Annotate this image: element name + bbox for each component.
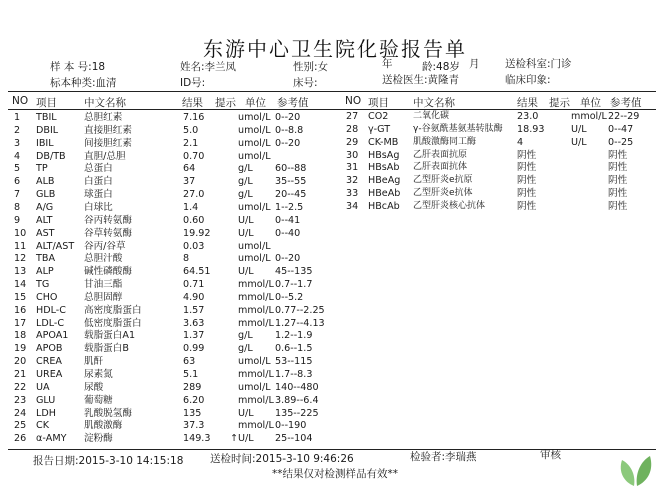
col-ref-right: 参考值 [610,97,642,109]
table-row [0,200,670,214]
cell-unit: umol/L [238,253,271,265]
cell-unit: mmol/L [238,291,274,303]
bed-number: 床号: [293,77,318,89]
cell-result: 3.63 [183,317,205,329]
cell-unit: mmol/L [238,420,274,432]
cell-unit: mmol/L [238,394,274,406]
cell-item: HBcAb [368,200,400,212]
cell-item: HBeAb [368,188,401,200]
cell-unit: umol/L [238,124,271,136]
cell-no: 4 [14,150,21,162]
col-ref-left: 参考值 [277,97,309,109]
cell-no: 5 [14,163,21,175]
cell-result: 135 [183,407,202,419]
cell-result: 37.3 [183,420,205,432]
cell-no: 29 [346,136,359,148]
cell-unit: g/L [238,330,253,342]
cell-name: γ-谷氨酰基氨基转肽酶 [413,123,503,134]
cell-unit: mmol/L [238,279,274,291]
cell-ref: 22--29 [608,111,640,122]
clinical-impression: 临床印象: [505,74,551,86]
cell-result: 4.90 [183,291,205,303]
cell-result: 阴性 [517,175,537,187]
cell-name: 间接胆红素 [84,137,132,149]
cell-ref: 0.7--1.7 [275,279,313,291]
cell-unit: umol/L [238,112,271,123]
cell-ref: 阴性 [608,188,628,200]
cell-result: 7.16 [183,112,205,123]
cell-no: 21 [14,369,27,380]
cell-item: A/G [36,201,54,213]
cell-ref: 阴性 [608,200,628,212]
col-result-left: 结果 [182,97,203,109]
cell-item: TP [36,163,48,175]
cell-unit: U/L [571,136,587,148]
cell-result: 5.0 [183,124,199,136]
cell-name: 二氧化碳 [413,111,450,121]
cell-item: CK-MB [368,136,399,148]
cell-result: 6.20 [183,394,205,406]
cell-result: 1.37 [183,330,205,342]
col-item-right: 项目 [368,97,389,109]
doctor: 送检医生:黄隆青 [382,74,460,86]
cell-result: 0.03 [183,240,205,252]
cell-name: 乙肝表面抗原 [413,149,468,160]
cell-item: DB/TB [36,150,66,162]
cell-result: 0.70 [183,150,205,162]
cell-result: 0.99 [183,343,205,355]
cell-unit: mmol/L [238,369,274,380]
cell-item: AST [36,227,55,239]
col-name-left: 中文名称 [84,97,126,109]
cell-item: γ-GT [368,123,391,135]
cell-name: 高密度脂蛋白 [84,304,142,316]
cell-unit: umol/L [238,201,271,213]
leaf-logo-icon [610,448,660,488]
col-unit-left: 单位 [245,97,266,109]
cell-ref: 1.2--1.9 [275,330,313,342]
cell-ref: 0--20 [275,253,301,265]
col-no-right: NO [345,95,362,107]
cell-no: 32 [346,175,359,187]
id-number: ID号: [180,77,206,89]
cell-no: 16 [14,304,27,316]
cell-name: 肌酐 [84,356,104,368]
cell-item: TBA [36,253,56,265]
col-result-right: 结果 [517,97,538,109]
cell-item: TBIL [36,112,57,123]
department: 送检科室:门诊 [505,58,572,70]
cell-result: 23.0 [517,111,539,122]
patient-name: 姓名:李兰凤 [180,61,237,73]
cell-name: 白球比 [84,201,113,213]
cell-name: 白蛋白 [84,176,113,188]
cell-no: 7 [14,189,21,201]
cell-item: CREA [36,356,62,368]
col-item-left: 项目 [36,97,57,109]
cell-unit: U/L [238,214,254,226]
cell-ref: 0--20 [275,137,301,149]
cell-name: 肌酸激酶 [84,420,123,432]
cell-no: 33 [346,188,359,200]
cell-result: 8 [183,253,190,265]
cell-ref: 35--55 [275,176,307,188]
cell-ref: 1.7--8.3 [275,369,313,380]
cell-item: APOA1 [36,330,69,342]
checker: 检验者:李瑞燕 [410,451,477,463]
cell-name: 载脂蛋白B [84,343,129,355]
cell-name: 谷丙/谷草 [84,240,126,252]
cell-no: 10 [14,227,27,239]
cell-item: HBsAg [368,149,400,161]
cell-no: 9 [14,214,21,226]
cell-name: 载脂蛋白A1 [84,330,136,342]
cell-name: 肌酸激酶同工酶 [413,136,477,147]
cell-ref: 45--135 [275,266,313,278]
cell-ref: 0--25 [608,136,634,148]
cell-name: 葡萄糖 [84,394,113,406]
cell-name: 乙型肝炎e抗体 [413,188,473,199]
cell-result: 5.1 [183,369,199,380]
cell-ref: 25--104 [275,433,313,445]
patient-sex: 性别:女 [293,61,329,73]
cell-ref: 0.6--1.5 [275,343,313,355]
cell-item: LDL-C [36,317,65,329]
cell-unit: g/L [238,176,253,188]
report-date: 报告日期:2015-3-10 14:15:18 [33,455,184,467]
cell-no: 17 [14,317,27,329]
validity-note: **结果仅对检测样品有效** [272,468,398,480]
cell-item: IBIL [36,137,54,149]
cell-name: 球蛋白 [84,189,113,201]
cell-ref: 60--88 [275,163,307,175]
age-unit: 月 [469,58,480,70]
cell-result: 63 [183,356,196,368]
cell-ref: 0--41 [275,214,301,226]
cell-unit: U/L [238,266,254,278]
cell-unit: mmol/L [238,304,274,316]
cell-no: 22 [14,381,27,393]
report-title: 东游中心卫生院化验报告单 [203,37,467,61]
cell-item: UREA [36,369,63,380]
cell-result: 1.57 [183,304,205,316]
cell-no: 25 [14,420,27,432]
col-flag-left: 提示 [215,97,236,109]
cell-name: 碱性磷酸酶 [84,266,132,278]
cell-unit: mmol/L [571,111,607,122]
col-name-right: 中文名称 [413,97,455,109]
cell-no: 11 [14,240,27,252]
cell-no: 30 [346,149,359,161]
cell-no: 20 [14,356,27,368]
cell-unit: g/L [238,163,253,175]
cell-item: HDL-C [36,304,66,316]
cell-ref: 1--2.5 [275,201,304,213]
cell-ref: 0--8.8 [275,124,304,136]
cell-name: 总蛋白 [84,163,113,175]
col-unit-right: 单位 [580,97,601,109]
cell-ref: 阴性 [608,175,628,187]
cell-name: 乙型肝炎e抗原 [413,175,473,186]
cell-ref: 0.77--2.25 [275,304,325,316]
cell-name: 乙型肝炎核心抗体 [413,200,486,211]
cell-no: 12 [14,253,27,265]
cell-unit: U/L [238,433,254,445]
cell-no: 6 [14,176,21,188]
sample-type: 标本种类:血清 [50,77,117,89]
cell-result: 4 [517,136,524,148]
cell-item: LDH [36,407,56,419]
cell-unit: umol/L [238,381,271,393]
cell-no: 27 [346,111,359,122]
cell-item: CK [36,420,49,432]
cell-ref: 阴性 [608,162,628,174]
cell-result: 0.60 [183,214,205,226]
cell-unit: umol/L [238,137,271,149]
cell-result: 18.93 [517,123,545,135]
cell-no: 28 [346,123,359,135]
cell-item: α-AMY [36,433,67,445]
cell-item: CHO [36,291,58,303]
cell-name: 直接胆红素 [84,124,132,136]
cell-ref: 1.27--4.13 [275,317,325,329]
cell-result: 19.92 [183,227,211,239]
cell-item: HBeAg [368,175,401,187]
cell-name: 总胆红素 [84,112,123,123]
cell-no: 3 [14,137,21,149]
cell-unit: U/L [238,227,254,239]
cell-no: 13 [14,266,27,278]
cell-name: 甘油三酯 [84,279,123,291]
cell-ref: 135--225 [275,407,319,419]
cell-name: 谷草转氨酶 [84,227,132,239]
cell-result: 1.4 [183,201,199,213]
cell-result: 阴性 [517,200,537,212]
cell-no: 2 [14,124,21,136]
cell-item: GLB [36,189,56,201]
sample-number: 样 本 号:18 [50,61,106,73]
cell-name: 淀粉酶 [84,433,113,445]
cell-result: 阴性 [517,162,537,174]
cell-ref: 0--40 [275,227,301,239]
cell-item: TG [36,279,50,291]
cell-result: 阴性 [517,149,537,161]
cell-name: 乳酸脱氢酶 [84,407,132,419]
cell-item: HBsAb [368,162,400,174]
cell-no: 34 [346,200,359,212]
cell-result: 2.1 [183,137,199,149]
cell-result: 64 [183,163,196,175]
col-flag-right: 提示 [549,97,570,109]
cell-ref: 140--480 [275,381,319,393]
cell-result: 27.0 [183,189,205,201]
cell-ref: 0--20 [275,112,301,123]
cell-result: 149.3 [183,433,211,445]
cell-ref: 0--47 [608,123,634,135]
cell-result: 289 [183,381,202,393]
cell-name: 尿素氮 [84,369,113,380]
header-top-rule [8,91,656,92]
cell-no: 23 [14,394,27,406]
age-label: 年 [382,58,393,70]
cell-result: 阴性 [517,188,537,200]
cell-flag: ↑ [230,433,239,445]
cell-item: ALT [36,214,53,226]
cell-unit: umol/L [238,240,271,252]
table-row [0,432,670,446]
cell-no: 24 [14,407,27,419]
cell-item: CO2 [368,111,389,122]
cell-unit: umol/L [238,356,271,368]
cell-unit: umol/L [238,150,271,162]
cell-name: 直胆/总胆 [84,150,126,162]
cell-result: 0.71 [183,279,205,291]
cell-no: 8 [14,201,21,213]
cell-no: 1 [14,112,21,123]
cell-name: 乙肝表面抗体 [413,162,468,173]
patient-age: 龄:48岁 [422,61,460,73]
cell-ref: 20--45 [275,189,307,201]
cell-ref: 3.89--6.4 [275,394,319,406]
cell-no: 18 [14,330,27,342]
cell-item: ALP [36,266,54,278]
cell-item: GLU [36,394,56,406]
cell-item: APOB [36,343,63,355]
cell-name: 总胆固醇 [84,291,123,303]
cell-no: 19 [14,343,27,355]
cell-name: 谷丙转氨酶 [84,214,132,226]
send-time: 送检时间:2015-3-10 9:46:26 [210,453,354,465]
cell-no: 31 [346,162,359,174]
cell-unit: g/L [238,189,253,201]
cell-item: DBIL [36,124,59,136]
cell-no: 14 [14,279,27,291]
cell-name: 低密度脂蛋白 [84,317,142,329]
cell-unit: U/L [238,407,254,419]
cell-name: 总胆汁酸 [84,253,123,265]
cell-ref: 0--5.2 [275,291,304,303]
cell-item: ALT/AST [36,240,75,252]
cell-no: 15 [14,291,27,303]
cell-item: UA [36,381,50,393]
cell-result: 64.51 [183,266,211,278]
col-no-left: NO [12,95,29,107]
cell-name: 尿酸 [84,381,104,393]
cell-item: ALB [36,176,55,188]
cell-unit: mmol/L [238,317,274,329]
reviewer: 审核 [540,449,561,461]
cell-ref: 53--115 [275,356,313,368]
cell-result: 37 [183,176,196,188]
cell-unit: g/L [238,343,253,355]
cell-ref: 阴性 [608,149,628,161]
cell-no: 26 [14,433,27,445]
cell-ref: 0--190 [275,420,307,432]
cell-unit: U/L [571,123,587,135]
